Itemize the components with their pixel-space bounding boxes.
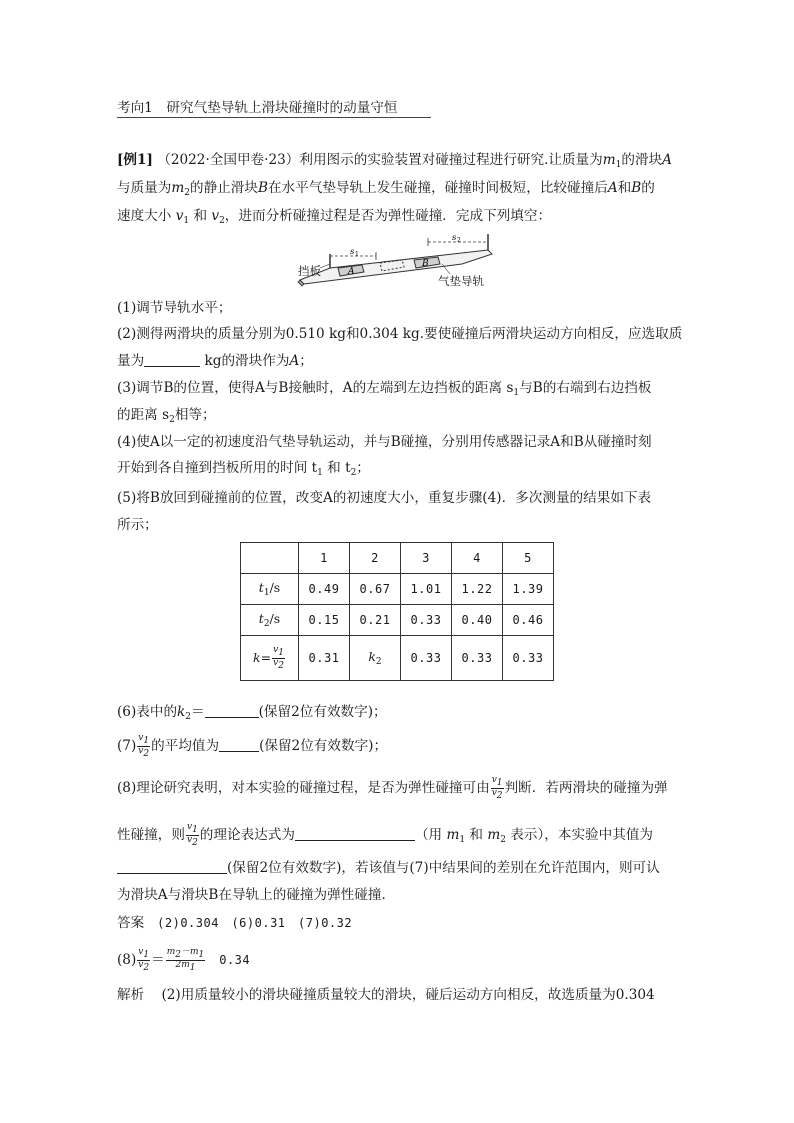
- table-cell: 0.46: [503, 605, 554, 636]
- answer-label: 答案: [117, 915, 145, 931]
- table-cell: 1.01: [401, 574, 452, 605]
- answer-blank-value[interactable]: [117, 859, 227, 874]
- table-cell-k2: $k_2$: [350, 636, 401, 681]
- example-intro-line-3: 速度大小 $v_1$ 和 $v_2$，进而分析碰撞过程是否为弹性碰撞．完成下列填空：: [117, 208, 552, 226]
- answer-blank-mass[interactable]: [144, 352, 200, 367]
- s2-label: s: [452, 233, 457, 243]
- table-cell: 0.33: [452, 636, 503, 681]
- table-header-cell: [241, 543, 299, 574]
- table-header-row: [241, 543, 554, 574]
- svg-text:A: A: [348, 267, 355, 277]
- answer-q8-line: (8) $\frac{v_1}{v_2}$ ＝ $\frac{m_2-m_1}{2m_1}$ 0.34: [117, 947, 251, 973]
- table-cell: 0.40: [452, 605, 503, 636]
- baffle-label: 挡板: [298, 264, 321, 278]
- table-cell: 0.33: [503, 636, 554, 681]
- step-4-line-2: 开始到各自撞到挡板所用的时间 $t_1$ 和 $t_2$；: [117, 460, 370, 478]
- table-cell: 1.22: [452, 574, 503, 605]
- svg-text:2: 2: [457, 237, 461, 244]
- example-intro-line-2: 与质量为$m_2$的静止滑块B在水平气垫导轨上发生碰撞，碰撞时间极短，比较碰撞后A和B的: [117, 180, 655, 198]
- table-header-cell: 5: [503, 543, 554, 574]
- question-8-line-3: (保留2位有效数字)，若该值与(7)中结果间的差别在允许范围内，则可认: [117, 858, 660, 878]
- table-row-k: [241, 636, 554, 681]
- answer-formula: $\frac{m_2-m_1}{2m_1}$: [166, 947, 205, 973]
- step-1: (1)调节导轨水平；: [117, 300, 232, 316]
- step-3-line-1: (3)调节B的位置，使得A与B接触时，A的左端到左边挡板的距离 $s_1$与B的右端到右边挡板: [117, 380, 652, 398]
- question-8-line-4: 为滑块A与滑块B在导轨上的碰撞为弹性碰撞．: [117, 887, 396, 903]
- row-label-t2: $t_2/s$: [241, 605, 299, 636]
- example-intro-line-1: [例1] （2022·全国甲卷·23）利用图示的实验装置对碰撞过程进行研究.让质量为$m_1$的滑块A: [117, 152, 672, 170]
- section-divider: [117, 117, 431, 118]
- ratio-fraction: $\frac{v_1}{v_2}$: [273, 644, 284, 671]
- answer-values: (2)0.304 (6)0.31 (7)0.32: [157, 916, 353, 930]
- section-title: 考向1 研究气垫导轨上滑块碰撞时的动量守恒: [117, 100, 398, 116]
- step-3-line-2: 的距离 $s_2$相等；: [117, 407, 216, 425]
- step-5-line-2: 所示；: [117, 517, 158, 533]
- air-track-label: 气垫导轨: [438, 274, 484, 288]
- step-2-line-1: (2)测得两滑块的质量分别为0.510 kg和0.304 kg.要使碰撞后两滑块运动方向相反，应选取质: [117, 326, 683, 342]
- measurement-table: [240, 542, 554, 681]
- step-4-line-1: (4)使A以一定的初速度沿气垫导轨运动，并与B碰撞，分别用传感器记录A和B从碰撞时刻: [117, 434, 652, 450]
- table-cell: 0.67: [350, 574, 401, 605]
- answer-blank-average[interactable]: [219, 737, 259, 752]
- table-header-cell: 2: [350, 543, 401, 574]
- svg-text:B: B: [422, 259, 429, 269]
- table-cell: 0.31: [299, 636, 350, 681]
- answer-blank-k2[interactable]: [205, 703, 259, 718]
- answer-blank-expression[interactable]: [295, 826, 415, 841]
- table-cell: 0.21: [350, 605, 401, 636]
- table-cell: 0.49: [299, 574, 350, 605]
- table-header-cell: 1: [299, 543, 350, 574]
- answer-q8-value: 0.34: [219, 953, 251, 967]
- table-cell: 1.39: [503, 574, 554, 605]
- question-8-line-2: 性碰撞，则 $\frac{v_1}{v_2}$ 的理论表达式为 （用 $m_1$ 和 $m_2$ 表示），本实验中其值为: [117, 822, 654, 848]
- row-label-k: k= $\frac{v_1}{v_2}$: [241, 636, 299, 681]
- analysis-line: [117, 985, 655, 1005]
- question-7: (7) $\frac{v_1}{v_2}$ 的平均值为 (保留2位有效数字)；: [117, 733, 388, 759]
- table-row-t2: [241, 605, 554, 636]
- s1-label: s: [350, 247, 355, 257]
- answer-line: [117, 913, 352, 933]
- row-label-t1: $t_1/s$: [241, 574, 299, 605]
- table-cell: 0.33: [401, 605, 452, 636]
- question-6: (6)表中的$k_2=$ (保留2位有效数字)；: [117, 704, 387, 722]
- step-5-line-1: (5)将B放回到碰撞前的位置，改变A的初速度大小，重复步骤(4)．多次测量的结果如下表: [117, 490, 652, 506]
- svg-text:1: 1: [355, 251, 359, 258]
- table-header-cell: 4: [452, 543, 503, 574]
- table-cell: 0.33: [401, 636, 452, 681]
- example-tag: [例1]: [117, 152, 153, 168]
- step-2-line-2: 量为 kg的滑块作为A；: [117, 353, 313, 369]
- question-8-line-1: (8)理论研究表明，对本实验的碰撞过程，是否为弹性碰撞可由 $\frac{v_1}{v_2}$ 判断．若两滑块的碰撞为弹: [117, 775, 668, 801]
- table-cell: 0.15: [299, 605, 350, 636]
- table-header-cell: 3: [401, 543, 452, 574]
- analysis-label: 解析: [117, 987, 145, 1003]
- analysis-text: (2)用质量较小的滑块碰撞质量较大的滑块，碰后运动方向相反，故选质量为0.304: [161, 987, 655, 1003]
- table-row-t1: [241, 574, 554, 605]
